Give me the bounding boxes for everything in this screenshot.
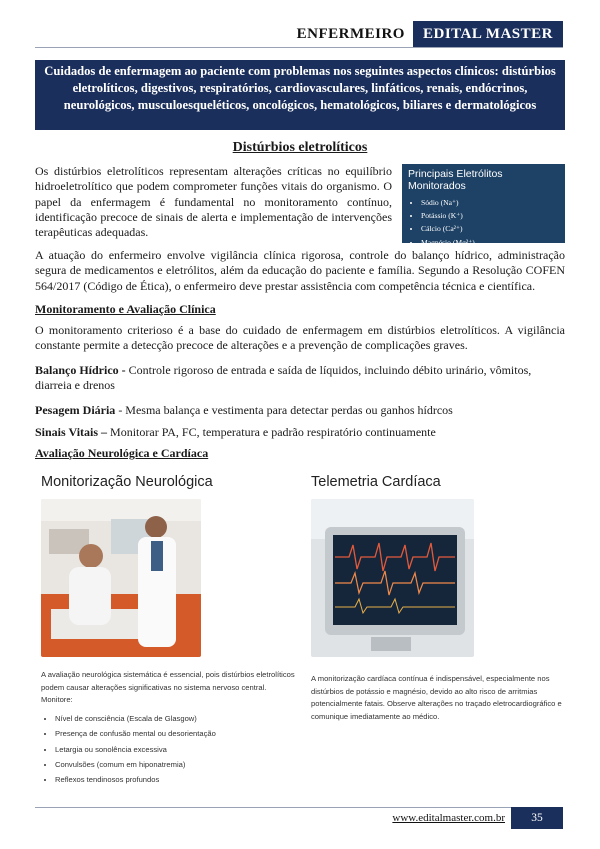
neuro-exam-photo <box>41 499 201 657</box>
brand-left: ENFERMEIRO <box>296 25 405 42</box>
list-item: • Presença de confusão mental ou desorientação <box>55 726 305 741</box>
item-term: Pesagem Diária <box>35 403 116 417</box>
intro-paragraph: Os distúrbios eletrolíticos representam alterações críticas no equilíbrio hidroeletrolítico que podem comprometer funções vitais do organismo. O papel da enfermagem é fundamental no monitoramento contínuo, identificação precoce de sinais de alerta e implementação de intervenções terapêuticas adequadas. <box>35 164 392 240</box>
item-text: - Mesma balança e vestimenta para detectar perdas ou ganhos hídrcos <box>115 403 453 417</box>
electrolytes-box-title: Principais Eletrólitos Monitorados <box>408 168 503 192</box>
list-item: • Cálcio (Ca²⁺) <box>421 222 559 235</box>
item-term: Sinais Vitais – <box>35 425 108 439</box>
monitoring-heading: Monitoramento e Avaliação Clínica <box>35 302 216 316</box>
list-item: • Nível de consciência (Escala de Glasgow) <box>55 711 305 726</box>
list-item <box>35 403 565 418</box>
neuro-card-title: Monitorização Neurológica <box>41 474 213 490</box>
footer-divider <box>35 807 563 808</box>
neuro-checklist <box>41 711 305 787</box>
footer-url[interactable]: www.editalmaster.com.br <box>392 812 505 824</box>
list-item: • Magnésio (Mg²⁺) <box>421 236 559 249</box>
cardiac-monitor-photo <box>311 499 474 657</box>
neuro-card-caption: A avaliação neurológica sistemática é essencial, pois distúrbios eletrolíticos podem causar alterações significativas no sistema nervoso central. Monitore: <box>41 670 295 704</box>
cardiac-card-title: Telemetria Cardíaca <box>311 474 441 490</box>
list-item <box>35 425 565 440</box>
section-title: Distúrbios eletrolíticos <box>232 140 368 155</box>
page-number: 35 <box>511 807 563 829</box>
cardiac-card-caption: A monitorização cardíaca contínua é indispensável, especialmente nos distúrbios de potássio e magnésio, devido ao alto risco de arritmias potencialmente fatais. Observe alterações no traçado eletrocardiográfico e comunique imediatamente ao médico. <box>311 674 562 721</box>
header <box>289 21 563 47</box>
electrolytes-list <box>408 196 559 249</box>
item-term: Balanço Hídrico - <box>35 363 126 377</box>
list-item: • Potássio (K⁺) <box>421 209 559 222</box>
list-item: • Sódio (Na⁺) <box>421 196 559 209</box>
neuro-cardiac-heading: Avaliação Neurológica e Cardíaca <box>35 446 209 460</box>
list-item: • Reflexos tendinosos profundos <box>55 772 305 787</box>
list-item: • Letargia ou sonolência excessiva <box>55 742 305 757</box>
brand-right: EDITAL MASTER <box>413 21 563 47</box>
monitoring-paragraph: O monitoramento criterioso é a base do cuidado de enfermagem em distúrbios eletrolíticos. A vigilância constante permite a detecção precoce de alterações e a prevenção de complicações graves. <box>35 323 565 353</box>
electrolytes-box <box>402 164 565 247</box>
header-divider <box>35 47 563 48</box>
list-item <box>35 363 565 394</box>
topic-banner: Cuidados de enfermagem ao paciente com problemas nos seguintes aspectos clínicos: distúrbios eletrolíticos, digestivos, respiratórios, cardiovasculares, linfáticos, renais, endócrinos, neurológicos, musculoesqueléticos, oncológicos, hematológicos, biliares e dermatológicos <box>35 60 565 130</box>
item-text: Controle rigoroso de entrada e saída de líquidos, incluindo débito urinário, vômitos, diarreia e drenos <box>35 363 532 393</box>
item-text: Monitorar PA, FC, temperatura e padrão respiratório continuamente <box>107 425 436 439</box>
second-paragraph: A atuação do enfermeiro envolve vigilância clínica rigorosa, controle do balanço hídrico, administração segura de medicamentos e eletrólitos, além da educação do paciente e família. Segundo a Resolução COFEN 564/2017 (Código de Ética), o enfermeiro deve prestar assistência com competência técnica e científica. <box>35 248 565 293</box>
list-item: • Convulsões (comum em hiponatremia) <box>55 757 305 772</box>
